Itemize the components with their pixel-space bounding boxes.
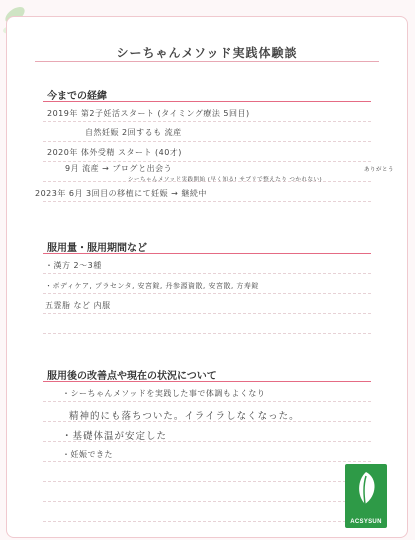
leaf-logo-icon [345,464,387,514]
results-line: ・妊娠できた [62,450,113,459]
dosage-line: ・ボディケア, プラセンタ, 安宮錠, 丹参源資散, 安宮散, 方寿錠 [45,282,259,290]
ruled-line [43,521,371,522]
dosage-heading: 服用量・服用期間など [47,243,147,254]
ruled-line [43,461,371,462]
history-line: 2020年 体外受精 スタート (40才) [47,148,182,157]
ruled-line [43,293,371,294]
results-line: 精神的にも落ちついた。イライラしなくなった。 [69,411,300,422]
history-line: 9月 流産 → ブログと出会う [65,164,173,173]
history-divider [43,101,371,102]
history-line: 2019年 第2子妊活スタート (タイミング療法 5回目) [47,109,250,118]
results-line: ・シーちゃんメソッドを実践した事で体調もよくなり [62,389,266,398]
ruled-line [43,481,371,482]
brand-name: ACSYSUN [350,519,382,525]
ruled-line [43,501,371,502]
results-divider [43,381,371,382]
ruled-line [43,333,371,334]
ruled-line [43,313,371,314]
ruled-line [43,161,371,162]
title-divider [35,61,379,62]
ruled-line [43,121,371,122]
history-line: 2023年 6月 3回目の移植にて妊娠 → 継続中 [35,189,207,198]
ruled-line [43,273,371,274]
ruled-line [43,141,371,142]
ruled-line [43,201,371,202]
testimonial-card [6,16,408,538]
history-line: シーちゃんメソッド実践開始 (早く知る! サプリで整えたり つかれない) [128,177,323,183]
brand-logo [345,464,387,528]
page-title: シーちゃんメソッド実践体験談 [116,46,298,60]
dosage-line: ・漢方 2～3種 [45,261,102,270]
history-line: 自然妊娠 2回するも 流産 [85,128,182,137]
ruled-line [43,401,371,402]
dosage-divider [43,253,371,254]
history-annotation: ありがとう [364,167,395,173]
results-line: ・基礎体温が安定した [62,431,168,442]
results-heading: 服用後の改善点や現在の状況について [47,371,217,382]
history-heading: 今までの経緯 [47,91,107,102]
dosage-line: 五霊脂 など 内服 [45,301,111,310]
